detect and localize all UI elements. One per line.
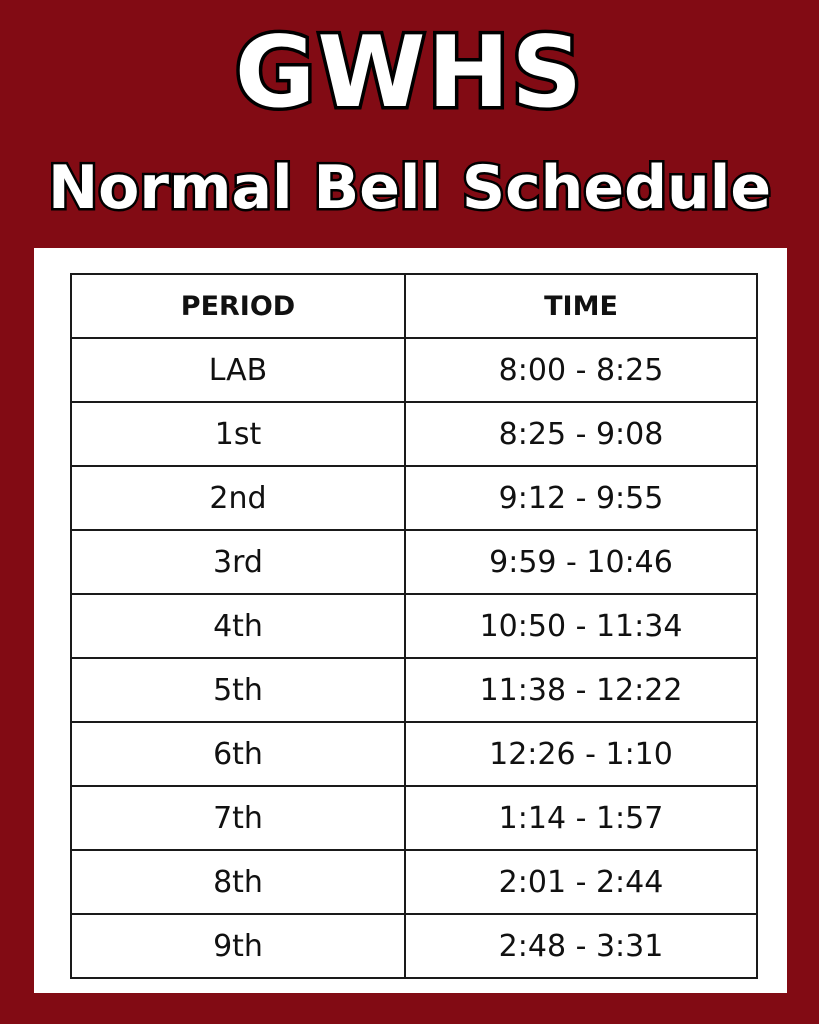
schedule-panel — [34, 248, 787, 993]
time-cell: 10:50 - 11:34 — [405, 594, 757, 658]
table-row — [71, 914, 757, 978]
time-cell: 8:25 - 9:08 — [405, 402, 757, 466]
period-cell: 7th — [71, 786, 405, 850]
period-cell: 1st — [71, 402, 405, 466]
time-cell: 9:12 - 9:55 — [405, 466, 757, 530]
bell-schedule-table — [70, 273, 758, 979]
time-cell: 9:59 - 10:46 — [405, 530, 757, 594]
period-cell: 5th — [71, 658, 405, 722]
time-cell: 1:14 - 1:57 — [405, 786, 757, 850]
time-cell: 11:38 - 12:22 — [405, 658, 757, 722]
period-cell: 8th — [71, 850, 405, 914]
period-cell: 6th — [71, 722, 405, 786]
table-row — [71, 722, 757, 786]
period-cell: 4th — [71, 594, 405, 658]
time-cell: 2:01 - 2:44 — [405, 850, 757, 914]
table-row — [71, 594, 757, 658]
period-cell: LAB — [71, 338, 405, 402]
time-cell: 12:26 - 1:10 — [405, 722, 757, 786]
table-row — [71, 530, 757, 594]
table-row — [71, 850, 757, 914]
time-cell: 2:48 - 3:31 — [405, 914, 757, 978]
table-row — [71, 338, 757, 402]
column-header-time: TIME — [405, 274, 757, 338]
period-cell: 3rd — [71, 530, 405, 594]
table-header-row — [71, 274, 757, 338]
table-row — [71, 658, 757, 722]
time-cell: 8:00 - 8:25 — [405, 338, 757, 402]
school-title: GWHS — [234, 16, 585, 130]
table-row — [71, 402, 757, 466]
schedule-title: Normal Bell Schedule — [47, 153, 772, 223]
table-row — [71, 466, 757, 530]
column-header-period: PERIOD — [71, 274, 405, 338]
period-cell: 2nd — [71, 466, 405, 530]
period-cell: 9th — [71, 914, 405, 978]
table-row — [71, 786, 757, 850]
